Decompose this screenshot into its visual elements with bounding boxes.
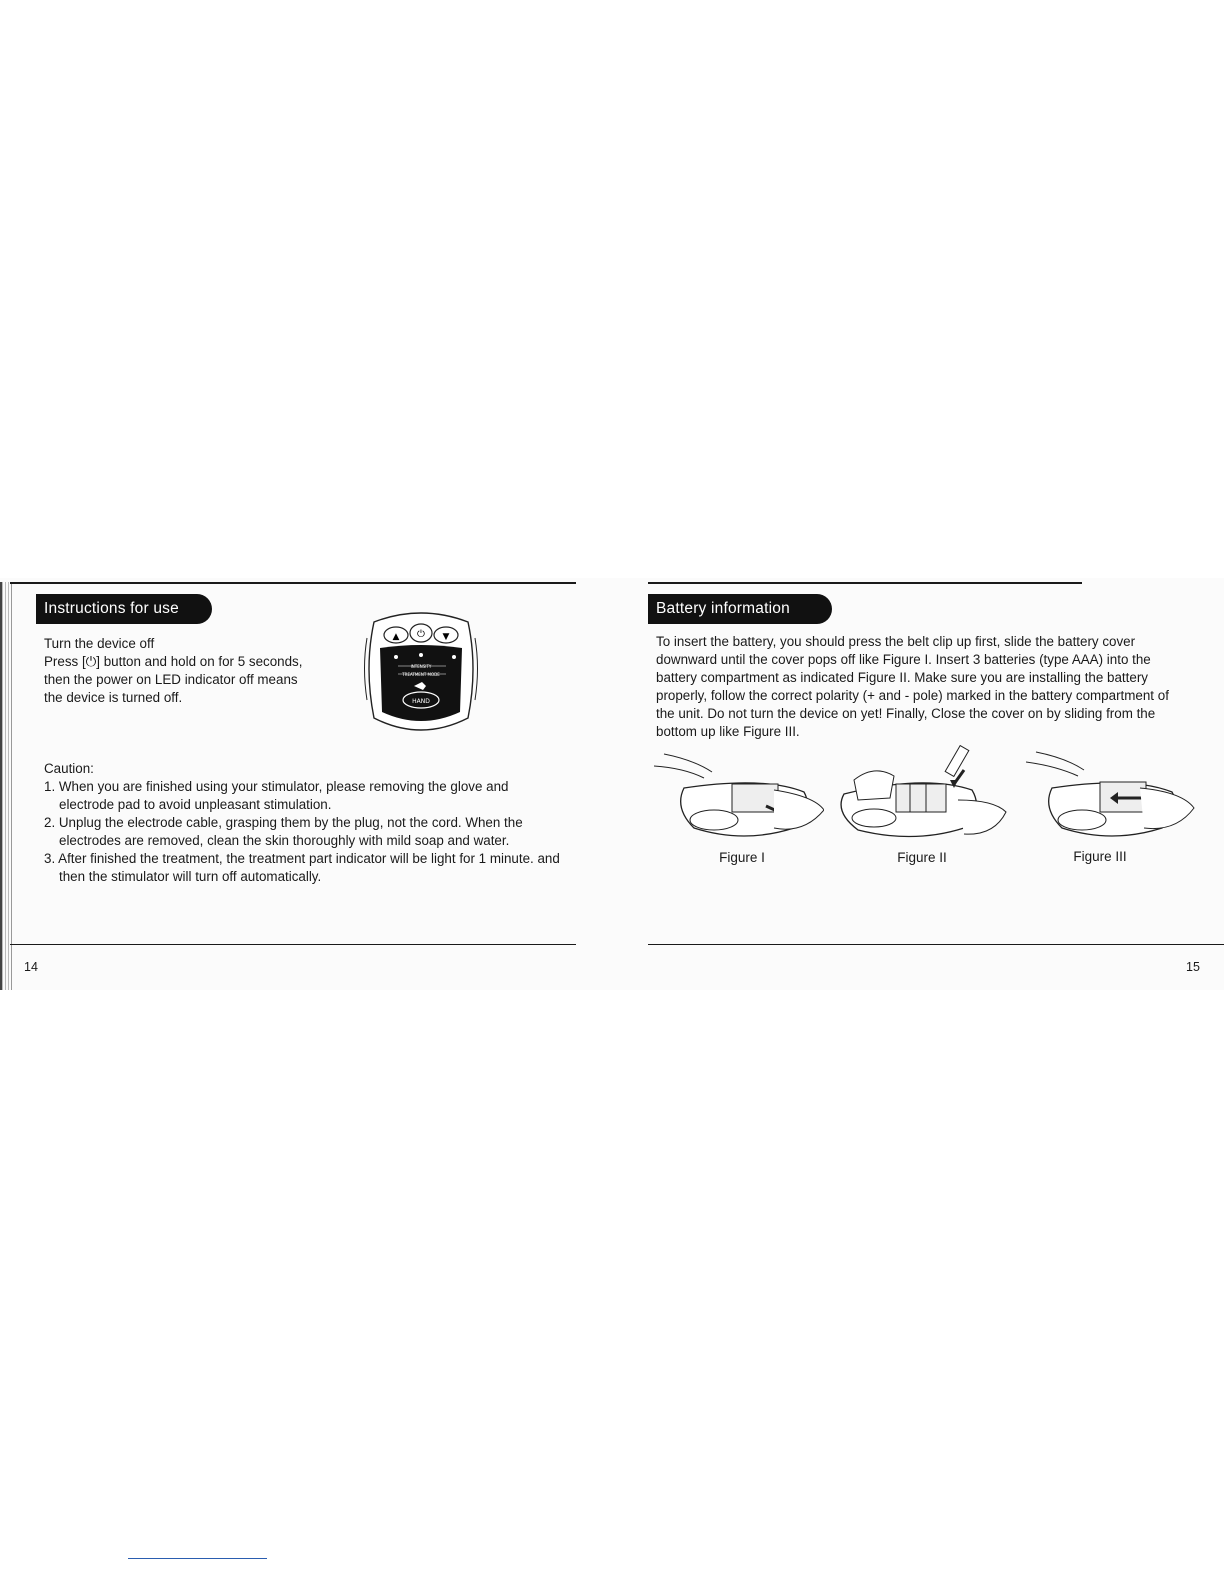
bottom-rule <box>648 944 1224 945</box>
intensity-label: INTENSITY <box>410 664 432 669</box>
insert-battery-icon <box>834 740 1014 848</box>
caution-list <box>44 778 564 886</box>
down-button-glyph: ▼ <box>442 632 450 642</box>
body-line: the unit. Do not turn the device on yet! Finally, Close the cover on by sliding from the <box>656 706 1156 721</box>
intro-line: Press [⏻] button and hold on for 5 seconds, <box>44 654 303 669</box>
page-number: 15 <box>1186 960 1200 974</box>
page-number: 14 <box>24 960 38 974</box>
bottom-rule <box>10 944 576 945</box>
body-line: downward until the cover pops off like Figure I. Insert 3 batteries (type AAA) into the <box>656 652 1151 667</box>
section-header-instructions: Instructions for use <box>36 594 212 624</box>
caution-item: 3. After finished the treatment, the treatment part indicator will be light for 1 minute. and then the stimulator will turn off automatically. <box>44 851 560 884</box>
figure-caption: Figure II <box>897 850 947 865</box>
manual-spread <box>0 578 1224 990</box>
remove-battery-cover-icon <box>654 748 824 848</box>
figure-caption: Figure III <box>1073 849 1127 864</box>
top-rule <box>648 582 1082 584</box>
treatment-mode-label: TREATMENT MODE <box>402 672 440 677</box>
intro-line: then the power on LED indicator off means <box>44 672 298 687</box>
intro-line: the device is turned off. <box>44 690 183 705</box>
page-15 <box>612 578 1224 990</box>
stimulator-device-icon <box>362 608 480 738</box>
section-header-battery: Battery information <box>648 594 832 624</box>
battery-instructions <box>656 633 1216 741</box>
binding-edge <box>0 582 12 990</box>
underline-mark <box>128 1558 267 1559</box>
caution-title: Caution: <box>44 761 94 776</box>
intro-text <box>44 635 344 707</box>
hand-mode-label: HAND <box>412 698 430 705</box>
body-line: properly, follow the correct polarity (+ and - pole) marked in the battery compartment of <box>656 688 1169 703</box>
caution-item: 2. Unplug the electrode cable, grasping them by the plug, not the cord. When the electrodes are removed, clean the skin thoroughly with mild soap and water. <box>44 815 523 848</box>
page-14 <box>0 578 612 990</box>
top-rule <box>10 582 576 584</box>
intro-line: Turn the device off <box>44 636 155 651</box>
close-battery-cover-icon <box>1026 748 1196 848</box>
figure-caption: Figure I <box>719 850 765 865</box>
power-button-glyph: ⏻ <box>417 629 425 640</box>
caution-item: 1. When you are finished using your stimulator, please removing the glove and electrode pad to avoid unpleasant stimulation. <box>44 779 509 812</box>
body-line: battery compartment as indicated Figure II. Make sure you are installing the battery <box>656 670 1148 685</box>
body-line: To insert the battery, you should press the belt clip up first, slide the battery cover <box>656 634 1136 649</box>
body-line: bottom up like Figure III. <box>656 724 800 739</box>
up-button-glyph: ▲ <box>392 632 400 642</box>
